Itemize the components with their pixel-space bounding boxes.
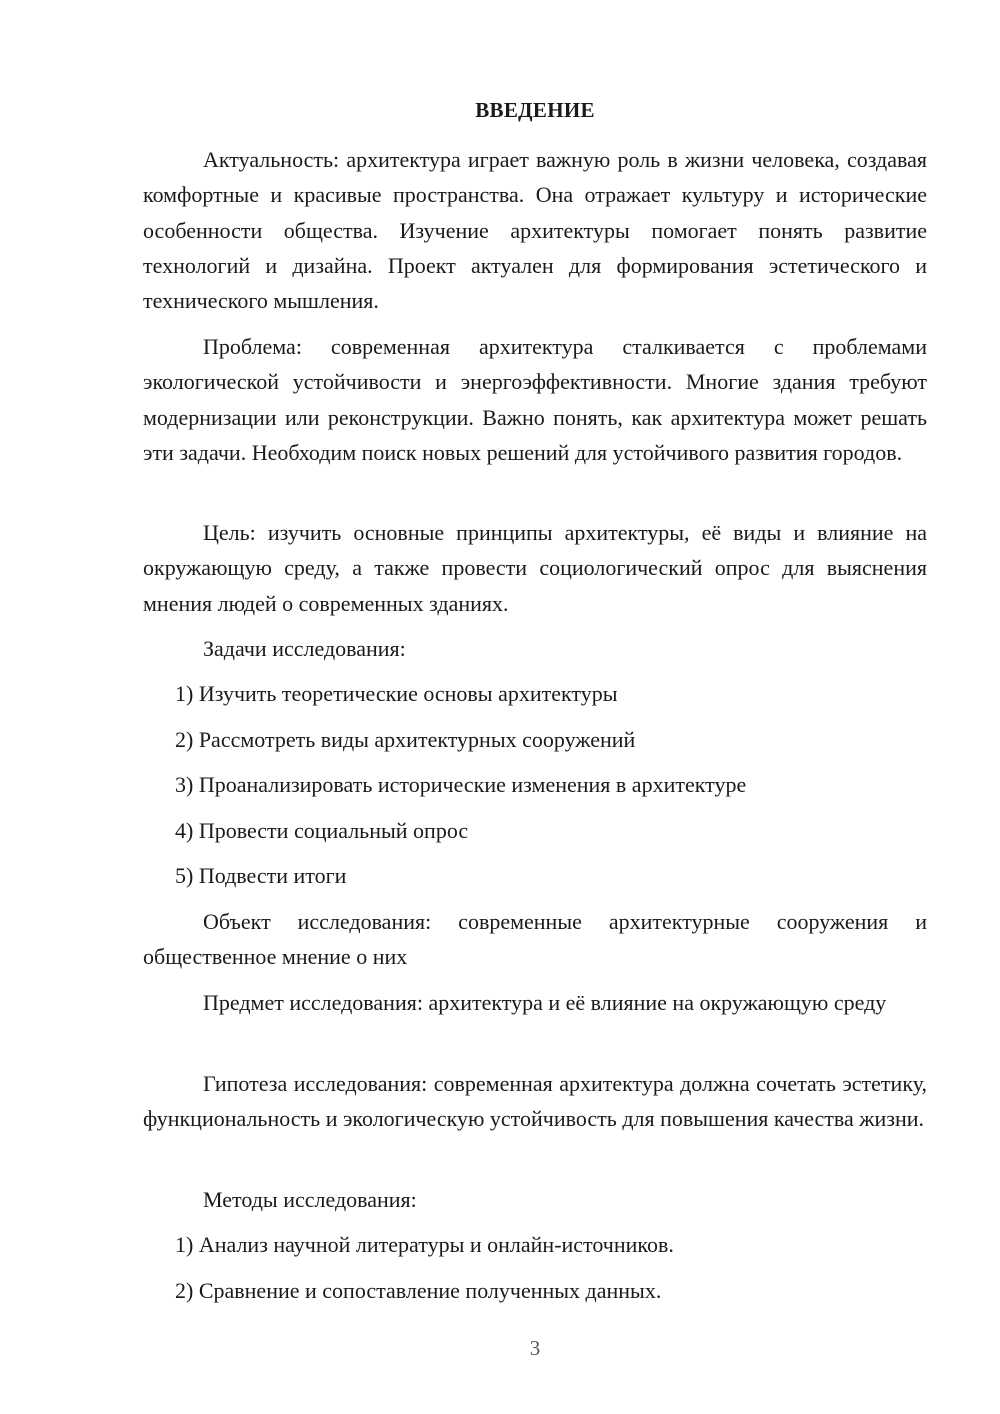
task-item: 2) Рассмотреть виды архитектурных сооружений: [175, 727, 636, 752]
method-item: 1) Анализ научной литературы и онлайн-источников.: [175, 1232, 674, 1257]
section-title: ВВЕДЕНИЕ: [475, 98, 595, 122]
task-item: 4) Провести социальный опрос: [175, 818, 469, 843]
relevance-paragraph: Актуальность: архитектура играет важную роль в жизни человека, создавая комфортные и красивые пространства. Она отражает культуру и исторические особенности общества. Изучение архитектуры помогает понять развитие технологий и дизайна. Проект актуален для формирования эстетического и технического мышления.: [143, 147, 927, 314]
task-item: 1) Изучить теоретические основы архитектуры: [175, 681, 618, 706]
object-paragraph: Объект исследования: современные архитектурные сооружения и общественное мнение о них: [143, 909, 927, 970]
problem-paragraph: Проблема: современная архитектура сталкивается с проблемами экологической устойчивости и энергоэффективности. Многие здания требуют модернизации или реконструкции. Важно понять, как архитектура может решать эти задачи. Необходим поиск новых решений для устойчивого развития городов.: [143, 334, 927, 465]
methods-heading: Методы исследования:: [203, 1187, 417, 1212]
hypothesis-paragraph: Гипотеза исследования: современная архитектура должна сочетать эстетику, функциональность и экологическую устойчивость для повышения качества жизни.: [143, 1071, 927, 1132]
task-item: 3) Проанализировать исторические изменения в архитектуре: [175, 772, 747, 797]
subject-paragraph: Предмет исследования: архитектура и её влияние на окружающую среду: [203, 990, 887, 1015]
task-item: 5) Подвести итоги: [175, 863, 347, 888]
page-number: 3: [529, 1336, 541, 1360]
tasks-heading: Задачи исследования:: [203, 636, 406, 661]
goal-paragraph: Цель: изучить основные принципы архитектуры, её виды и влияние на окружающую среду, а также провести социологический опрос для выяснения мнения людей о современных зданиях.: [143, 520, 927, 616]
method-item: 2) Сравнение и сопоставление полученных данных.: [175, 1278, 662, 1303]
